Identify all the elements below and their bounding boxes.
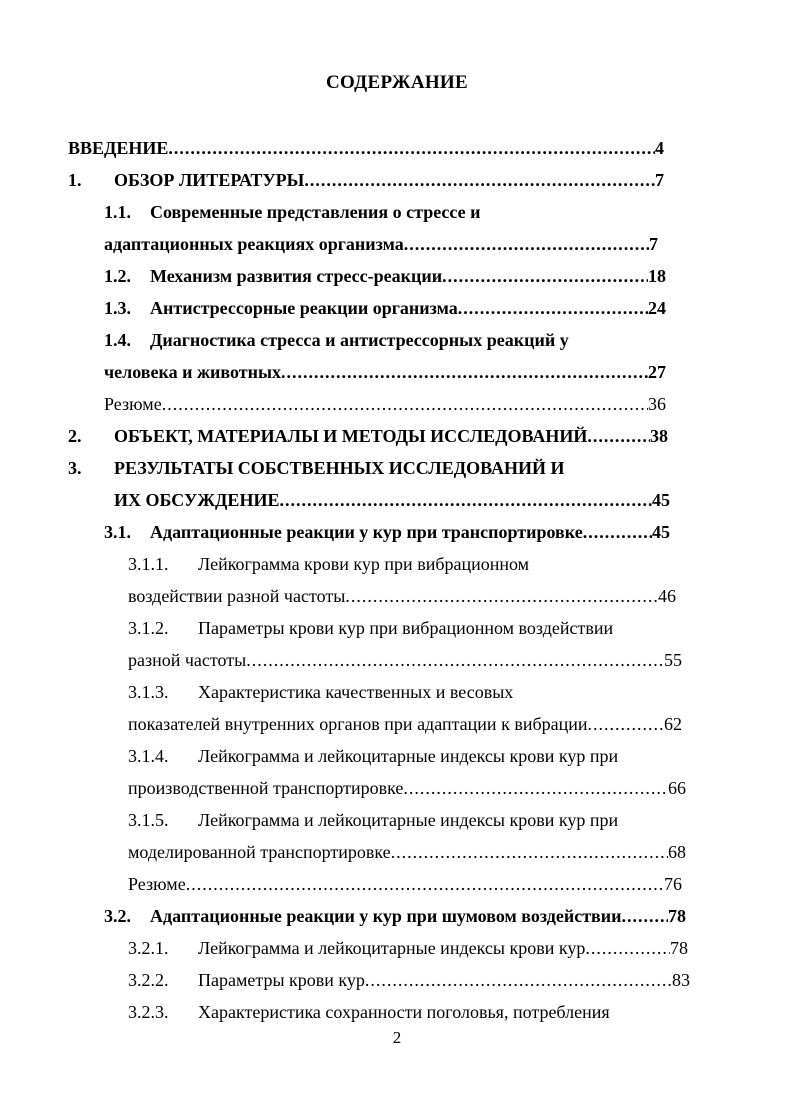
entry-page: 4 [655,138,664,158]
toc-entry-3-2[interactable] [104,904,686,928]
entry-number: 3.1.1. [128,554,169,574]
toc-entry-introduction[interactable] [68,136,664,160]
entry-page: 38 [650,426,668,446]
entry-title: РЕЗУЛЬТАТЫ СОБСТВЕННЫХ ИССЛЕДОВАНИЙ И [114,458,565,478]
entry-page: 27 [648,362,666,382]
entry-title: Параметры крови кур [198,970,365,990]
entry-page: 78 [670,938,688,958]
entry-title: Механизм развития стресс-реакции [150,266,443,286]
entry-title: Лейкограмма крови кур при вибрационном [198,554,530,574]
entry-title-cont: разной частоты [128,650,247,670]
toc-entry-1-1-line2[interactable] [104,232,658,256]
leader-dots [391,840,668,864]
entry-title: Антистрессорные реакции организма [150,298,458,318]
toc-entry-3-1-4-line1[interactable] [128,744,618,768]
toc-entry-resume-1[interactable] [104,392,666,416]
leader-dots [583,520,652,544]
entry-page: 24 [648,298,666,318]
toc-entry-1-4-line1[interactable] [104,328,569,352]
toc-entry-3-1-1-line1[interactable] [128,552,529,576]
entry-number: 1.4. [104,330,131,350]
entry-title: Характеристика сохранности поголовья, потребления [198,1002,610,1022]
entry-number: 3.2.1. [128,938,169,958]
leader-dots [162,392,648,416]
entry-number: 3.1. [104,522,131,542]
entry-number: 2. [68,426,82,446]
entry-title-cont: адаптационных реакциях организма [104,234,404,254]
entry-number: 3. [68,458,82,478]
leader-dots [442,264,648,288]
leader-dots [304,168,655,192]
entry-title: Резюме [104,394,162,414]
entry-page: 45 [652,490,670,510]
entry-page: 66 [668,778,686,798]
entry-page: 78 [668,906,686,926]
leader-dots [588,712,665,736]
page-number: 2 [392,1028,402,1047]
entry-number: 3.2.2. [128,970,169,990]
entry-title: Резюме [128,874,186,894]
entry-page: 76 [664,874,682,894]
leader-dots [585,936,670,960]
entry-number: 1. [68,170,82,190]
leader-dots [279,488,652,512]
toc-entry-1-3[interactable] [104,296,666,320]
leader-dots [246,648,664,672]
entry-title: Диагностика стресса и антистрессорных реакций у [150,330,569,350]
page-title: СОДЕРЖАНИЕ [326,72,468,93]
entry-title: Адаптационные реакции у кур при транспортировке [150,522,583,542]
leader-dots [622,904,668,928]
entry-number: 3.1.4. [128,746,169,766]
leader-dots [587,424,650,448]
toc-entry-3-1-1-line2[interactable] [128,584,676,608]
entry-title-cont: показателей внутренних органов при адаптации к вибрации [128,714,588,734]
entry-title: ОБЗОР ЛИТЕРАТУРЫ [114,170,305,190]
entry-page: 83 [672,970,690,990]
entry-page: 36 [648,394,666,414]
entry-title: ВВЕДЕНИЕ [68,138,169,158]
toc-entry-3-1[interactable] [104,520,670,544]
leader-dots [458,296,648,320]
leader-dots [281,360,648,384]
entry-page: 18 [648,266,666,286]
toc-entry-3-1-3-line2[interactable] [128,712,682,736]
entry-number: 3.2. [104,906,131,926]
leader-dots [345,584,658,608]
entry-page: 7 [649,234,658,254]
toc-entry-3-2-1[interactable] [128,936,688,960]
entry-title-cont: человека и животных [104,362,282,382]
entry-number: 1.3. [104,298,131,318]
entry-title: Лейкограмма и лейкоцитарные индексы крови кур при [198,746,619,766]
entry-title-cont: воздействии разной частоты [128,586,346,606]
entry-page: 55 [664,650,682,670]
entry-number: 3.1.3. [128,682,169,702]
leader-dots [186,872,664,896]
entry-number: 1.1. [104,202,131,222]
entry-page: 46 [658,586,676,606]
entry-page: 45 [652,522,670,542]
toc-entry-chapter-3-line1[interactable] [68,456,564,480]
entry-title: Лейкограмма и лейкоцитарные индексы крови кур при [198,810,619,830]
toc-entry-chapter-2[interactable] [68,424,668,448]
entry-number: 3.2.3. [128,1002,169,1022]
entry-page: 7 [655,170,664,190]
entry-title: Современные представления о стрессе и [150,202,481,222]
toc-entry-chapter-1[interactable] [68,168,664,192]
toc-entry-3-1-5-line2[interactable] [128,840,686,864]
entry-number: 3.1.2. [128,618,169,638]
toc-entry-1-2[interactable] [104,264,666,288]
leader-dots [168,136,655,160]
toc-entry-1-4-line2[interactable] [104,360,666,384]
leader-dots [404,232,649,256]
entry-title: Параметры крови кур при вибрационном воздействии [198,618,614,638]
toc-entry-3-1-2-line2[interactable] [128,648,682,672]
entry-title: Лейкограмма и лейкоцитарные индексы крови кур [198,938,586,958]
entry-number: 1.2. [104,266,131,286]
toc-entry-3-2-3-line1[interactable] [128,1000,610,1024]
toc-entry-3-2-2[interactable] [128,968,690,992]
entry-page: 62 [664,714,682,734]
toc-entry-3-1-3-line1[interactable] [128,680,513,704]
entry-title: Адаптационные реакции у кур при шумовом воздействии [150,906,622,926]
toc-entry-3-1-5-line1[interactable] [128,808,618,832]
entry-title-cont: моделированной транспортировке [128,842,391,862]
toc-entry-3-1-4-line2[interactable] [128,776,686,800]
entry-title-cont: производственной транспортировке [128,778,404,798]
entry-number: 3.1.5. [128,810,169,830]
entry-title-cont: ИХ ОБСУЖДЕНИЕ [114,490,280,510]
toc-entry-resume-2[interactable] [128,872,682,896]
entry-page: 68 [668,842,686,862]
toc-entry-3-1-2-line1[interactable] [128,616,613,640]
entry-title: Характеристика качественных и весовых [198,682,514,702]
leader-dots [365,968,672,992]
leader-dots [403,776,668,800]
toc-entry-chapter-3-line2[interactable] [114,488,670,512]
entry-title: ОБЪЕКТ, МАТЕРИАЛЫ И МЕТОДЫ ИССЛЕДОВАНИЙ [114,426,588,446]
toc-entry-1-1-line1[interactable] [104,200,480,224]
